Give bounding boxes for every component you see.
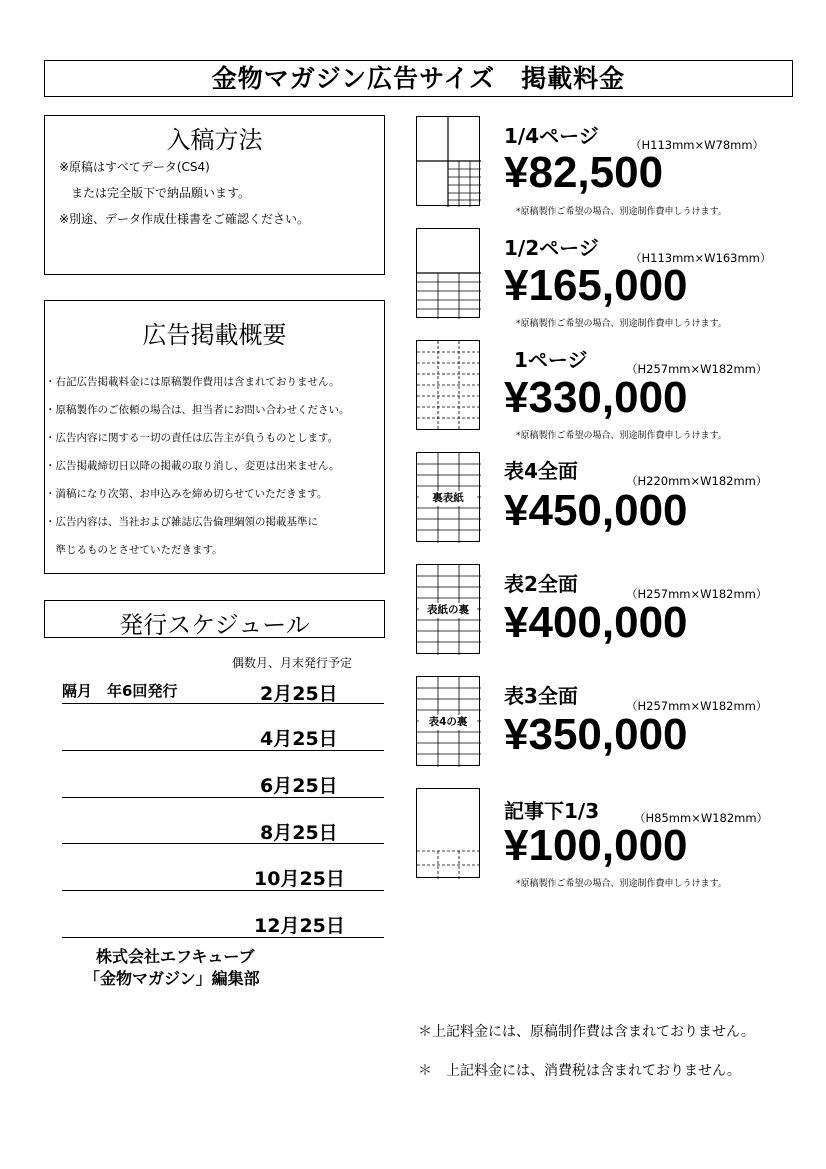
ad-size: （H257mm×W182mm） xyxy=(626,362,768,376)
schedule-date: 10月25日 xyxy=(254,868,345,890)
ad-price: ¥330,000 xyxy=(504,373,688,422)
layout-diagram xyxy=(417,229,481,319)
layout-diagram xyxy=(417,117,481,207)
inside-back-cover-thumbnail xyxy=(416,676,480,766)
schedule-date: 12月25日 xyxy=(254,915,345,937)
overview-line: ・広告内容に関する一切の責任は広告主が負うものとします。 xyxy=(45,432,339,444)
schedule-rule xyxy=(62,937,384,938)
submission-line: ※別途、データ作成仕様書をご確認ください。 xyxy=(59,212,310,226)
layout-diagram xyxy=(417,789,481,879)
overview-line: 準じるものとさせていただきます。 xyxy=(45,544,223,556)
ad-price: ¥350,000 xyxy=(504,710,688,759)
ad-note: *原稿製作ご希望の場合、別途制作費申しうけます。 xyxy=(516,319,727,329)
submission-heading: 入稿方法 xyxy=(166,126,263,154)
overview-line: ・広告内容は、当社および雑誌広告倫理綱領の掲載基準に xyxy=(45,516,318,528)
ad-name: 表3全面 xyxy=(504,684,578,708)
article-bottom-thumbnail xyxy=(416,788,480,878)
ad-size: （H85mm×W182mm） xyxy=(634,811,769,825)
ad-price: ¥400,000 xyxy=(504,598,688,647)
ad-note: *原稿製作ご希望の場合、別途制作費申しうけます。 xyxy=(516,879,727,889)
back-cover-thumbnail xyxy=(416,452,480,542)
schedule-rule xyxy=(62,703,384,704)
ad-price: ¥450,000 xyxy=(504,486,688,535)
schedule-rule xyxy=(62,843,384,844)
layout-diagram xyxy=(417,341,481,431)
overview-heading: 広告掲載概要 xyxy=(142,321,287,349)
page-title: 金物マガジン広告サイズ 掲載料金 xyxy=(44,60,793,97)
submission-line: または完全版下で納品願います。 xyxy=(59,186,251,200)
footer-note: ＊ 上記料金には、消費税は含まれておりません。 xyxy=(418,1063,741,1079)
schedule-frequency: 隔月 年6回発行 xyxy=(62,682,178,700)
thumbnail-label: 裏表紙 xyxy=(419,491,477,506)
overview-line: ・原稿製作のご依頼の場合は、担当者にお問い合わせください。 xyxy=(45,404,350,416)
ad-price: ¥165,000 xyxy=(504,261,688,310)
half-page-thumbnail xyxy=(416,228,480,318)
schedule-note: 偶数月、月末発行予定 xyxy=(232,656,353,670)
schedule-date: 2月25日 xyxy=(260,683,338,705)
thumbnail-label: 表4の裏 xyxy=(419,715,477,730)
ad-price: ¥100,000 xyxy=(504,821,688,870)
schedule-date: 6月25日 xyxy=(260,775,338,797)
company-dept: 「金物マガジン」編集部 xyxy=(84,969,260,988)
quarter-page-thumbnail xyxy=(416,116,480,206)
schedule-heading: 発行スケジュール xyxy=(119,611,310,639)
ad-size: （H113mm×W78mm） xyxy=(630,138,765,152)
schedule-date: 8月25日 xyxy=(260,822,338,844)
submission-section xyxy=(44,115,385,275)
ad-price: ¥82,500 xyxy=(504,148,664,197)
ad-note: *原稿製作ご希望の場合、別途制作費申しうけます。 xyxy=(516,207,727,217)
company-name: 株式会社エフキューブ xyxy=(96,947,255,966)
ad-size: （H113mm×W163mm） xyxy=(630,251,772,265)
ad-note: *原稿製作ご希望の場合、別途制作費申しうけます。 xyxy=(516,431,727,441)
ad-size: （H257mm×W182mm） xyxy=(626,587,768,601)
schedule-rule xyxy=(62,750,384,751)
overview-line: ・広告掲載締切日以降の掲載の取り消し、変更は出来ません。 xyxy=(45,460,340,472)
schedule-date: 4月25日 xyxy=(260,728,338,750)
ad-size: （H220mm×W182mm） xyxy=(626,474,768,488)
ad-name: 表4全面 xyxy=(504,459,578,483)
ad-size: （H257mm×W182mm） xyxy=(626,699,768,713)
schedule-heading-box xyxy=(44,600,385,638)
overview-line: ・右記広告掲載料金には原稿製作費用は含まれておりません。 xyxy=(45,376,340,388)
ad-name: 1ページ xyxy=(514,348,588,372)
schedule-rule xyxy=(62,890,384,891)
ad-name: 記事下1/3 xyxy=(504,799,600,823)
schedule-rule xyxy=(62,797,384,798)
overview-section xyxy=(44,300,385,574)
ad-name: 1/2ページ xyxy=(504,236,599,260)
ad-name: 1/4ページ xyxy=(504,124,599,148)
thumbnail-label: 表紙の裏 xyxy=(419,603,477,618)
full-page-thumbnail xyxy=(416,340,480,430)
footer-note: ＊上記料金には、原稿制作費は含まれておりません。 xyxy=(418,1024,755,1040)
inside-front-cover-thumbnail xyxy=(416,564,480,654)
submission-line: ※原稿はすべてデータ(CS4) xyxy=(59,160,210,174)
overview-line: ・満稿になり次第、お申込みを締め切らせていただきます。 xyxy=(45,488,328,500)
ad-name: 表2全面 xyxy=(504,572,578,596)
